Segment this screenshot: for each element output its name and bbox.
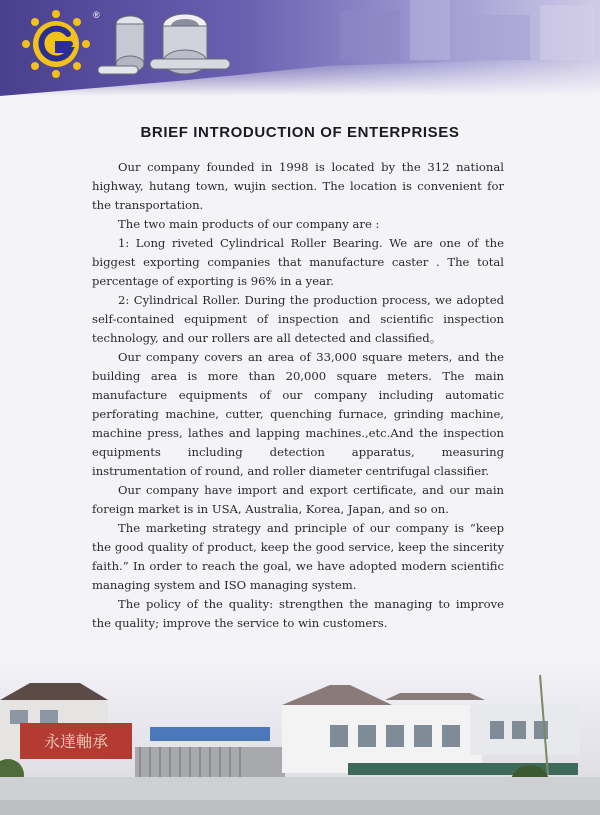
factory-background-graphic: [330, 0, 600, 70]
paragraph-location: Our company founded in 1998 is located by the 312 national highway, hutang town, wujin section. The location is convenient for the transportation.: [92, 160, 504, 212]
factory-photo: [0, 655, 600, 815]
paragraph-product-2: 2: Cylindrical Roller. During the production process, we adopted self-contained equipment of inspection and scientific inspection technology, and our rollers are all detected and classified。: [92, 293, 504, 345]
page-title: BRIEF INTRODUCTION OF ENTERPRISES: [140, 124, 460, 141]
bearing-products-photo: [90, 4, 240, 84]
paragraph-product-1: 1: Long riveted Cylindrical Roller Bearing. We are one of the biggest exporting companies that manufacture caster . The total percentage of exporting is 96% in a year.: [92, 236, 504, 288]
introduction-body: [92, 158, 504, 633]
paragraph-quality-policy: The policy of the quality: strengthen the managing to improve the quality; improve the service to win customers.: [92, 597, 504, 630]
company-logo: [22, 10, 90, 78]
paragraph-markets: Our company have import and export certificate, and our main foreign market is in USA, Australia, Korea, Japan, and so on.: [92, 483, 504, 516]
paragraph-products-intro: The two main products of our company are :: [118, 217, 380, 231]
paragraph-facilities: Our company covers an area of 33,000 square meters, and the building area is more than 20,000 square meters. The main manufacture equipments of our company including automatic perforating machine, cutter, quenching furnace, grinding machine, machine press, lathes and lapping machines.,etc.And the inspection equipments including detection apparatus, measuring instrumentation of round, and roller diameter centrifugal classifier.: [92, 350, 504, 478]
factory-scene: [0, 655, 600, 815]
trademark-symbol: ®: [93, 10, 100, 20]
paragraph-strategy: The marketing strategy and principle of our company is “keep the good quality of product, keep the good service, keep the sincerity faith.” In order to reach the goal, we have adopted modern scientific managing system and ISO managing system.: [92, 521, 504, 592]
company-sign-text: 永達軸承: [43, 732, 109, 751]
header-banner: [0, 0, 600, 96]
